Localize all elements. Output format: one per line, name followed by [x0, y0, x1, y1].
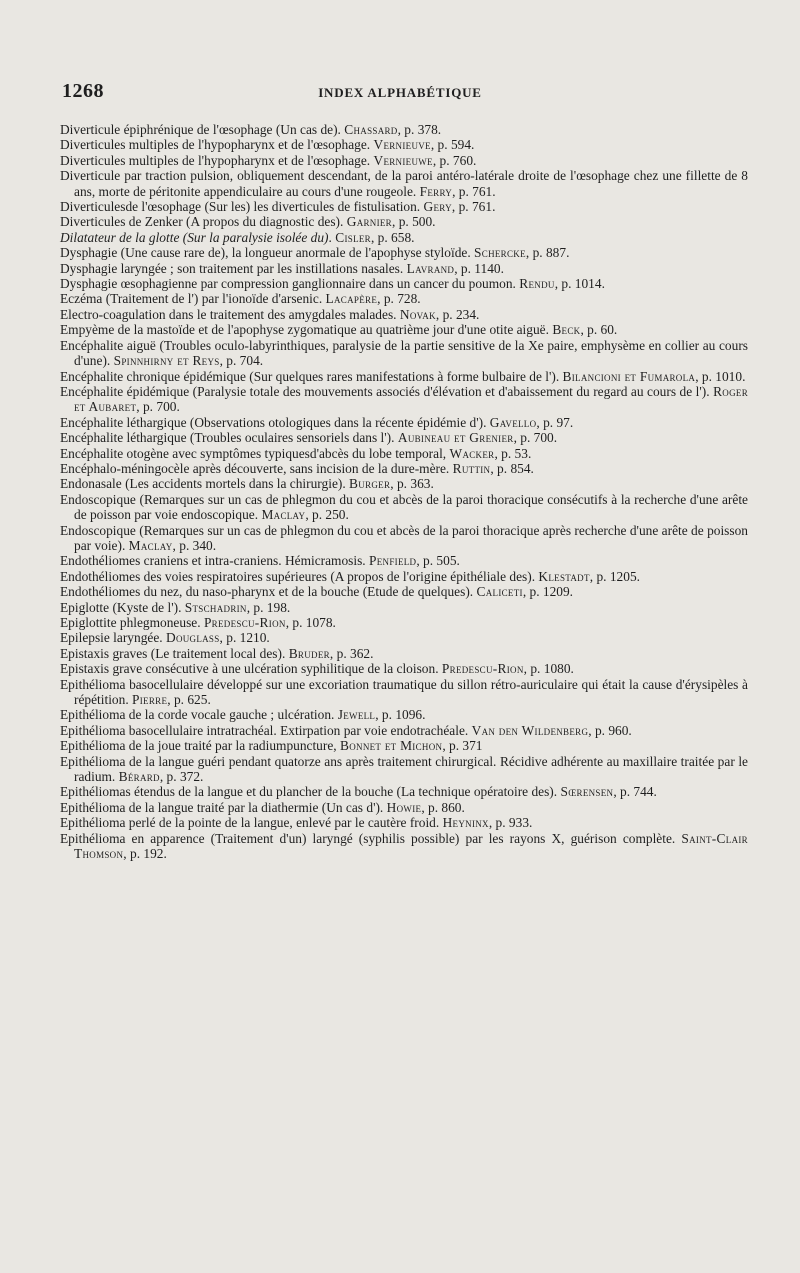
entry-author: Bonnet et Michon: [339, 738, 443, 754]
entry-author: Chassard: [344, 122, 398, 137]
entry-page-ref: , p. 625.: [167, 692, 211, 708]
entry-author: Ferry: [419, 183, 453, 199]
entry-author: Jewell: [337, 707, 376, 723]
entry-author: Sœrensen: [560, 784, 614, 800]
entry-author: Novak: [399, 306, 436, 322]
index-entry: [60, 415, 748, 430]
entry-text: Epithéliomas étendus de la langue et du plancher de la bouche (La technique opératoire des).: [60, 784, 561, 800]
entry-page-ref: , p. 198.: [246, 599, 291, 615]
index-entry: [60, 137, 748, 152]
index-entry: [60, 569, 748, 584]
entry-page-ref: , p. 933.: [488, 815, 533, 831]
entry-text: Diverticulesde l'œsophage (Sur les) les diverticules de fistulisation.: [60, 199, 424, 215]
entry-author: Ruttin: [452, 460, 491, 476]
index-entry: [60, 276, 748, 291]
index-entry: [60, 661, 748, 676]
entry-page-ref: , p. 658.: [370, 229, 415, 245]
entry-text: Encéphalite aiguë (Troubles oculo-labyrinthiques, paralysie de la partie sensitive de la Xe paire, emphysème en collier au cours d'une).: [60, 337, 748, 369]
entry-text: Empyème de la mastoïde et de l'apophyse zygomatique au quatrième jour d'une otite aiguë.: [60, 322, 553, 338]
entry-text: Endoscopique (Remarques sur un cas de phlegmon du cou et abcès de la paroi thoracique consécutifs à la recherche d'une arête de poisson par voie endoscopique.: [60, 491, 748, 523]
index-entries: [60, 122, 748, 862]
entry-page-ref: , p. 761.: [452, 183, 496, 199]
entry-page-ref: , p. 234.: [435, 306, 480, 322]
entry-text: Diverticules multiples de l'hypopharynx et de l'œsophage.: [60, 137, 374, 153]
index-entry: [60, 831, 748, 862]
entry-page-ref: , p. 704.: [219, 353, 264, 369]
index-entry: [60, 677, 748, 708]
index-entry: [60, 446, 748, 461]
entry-text: Epithélioma de la langue traité par la diathermie (Un cas d').: [60, 799, 387, 815]
entry-author: Burger: [349, 476, 391, 492]
entry-author: Douglass: [165, 630, 220, 646]
entry-text: Encéphalite léthargique (Troubles oculaires sensoriels dans l').: [60, 430, 398, 446]
entry-author: Wacker: [449, 445, 495, 461]
entry-page-ref: , p. 372.: [159, 769, 204, 785]
entry-author: Heyninx: [442, 815, 489, 831]
entry-text: Endonasale (Les accidents mortels dans la chirurgie).: [60, 476, 350, 492]
entry-page-ref: , p. 1096.: [375, 707, 426, 723]
index-entry: [60, 615, 748, 630]
entry-page-ref: , p. 340.: [172, 537, 217, 553]
index-entry: [60, 784, 748, 799]
entry-text: Eczéma (Traitement de l') par l'ionoïde d'arsenic.: [60, 291, 326, 307]
entry-author: Predescu-Rion: [203, 615, 286, 630]
entry-author: Maclay: [261, 507, 306, 523]
entry-page-ref: , p. 860.: [421, 799, 465, 815]
page-number: 1268: [62, 80, 104, 102]
entry-author: Howie: [386, 799, 422, 815]
index-entry: [60, 800, 748, 815]
entry-page-ref: , p. 1080.: [523, 661, 574, 677]
entry-text: Dysphagie œsophagienne par compression ganglionnaire dans un cancer du poumon.: [60, 276, 520, 292]
entry-page-ref: , p. 854.: [490, 460, 534, 476]
entry-page-ref: , p. 1140.: [454, 260, 504, 276]
entry-text: Epithélioma basocellulaire développé sur une excoriation traumatique du sillon rétro-auriculaire qui était la cause d'érysipèles à répétition.: [60, 676, 748, 708]
running-title: INDEX ALPHABÉTIQUE: [318, 85, 482, 100]
index-entry: [60, 168, 748, 199]
entry-author: Garnier: [346, 214, 392, 230]
entry-author: Schercke: [474, 245, 526, 261]
entry-page-ref: , p. 700.: [513, 430, 558, 446]
entry-author: Bérard: [118, 769, 160, 785]
entry-page-ref: , p. 761.: [451, 199, 496, 215]
entry-title-italic: Dilatateur de la glotte (Sur la paralysie isolée du): [60, 229, 329, 245]
entry-page-ref: , p. 1205.: [589, 568, 640, 584]
entry-author: Lavrand: [406, 260, 455, 276]
entry-author: Maclay: [128, 537, 173, 553]
index-entry: [60, 384, 748, 415]
index-entry: [60, 122, 748, 137]
entry-page-ref: , p. 192.: [123, 846, 167, 862]
entry-text: Encéphalite épidémique (Paralysie totale des mouvements associés d'élévation et d'abaissement du regard au cours de l').: [60, 383, 714, 399]
entry-page-ref: , p. 371: [442, 738, 483, 754]
entry-author: Stschadrin: [184, 599, 247, 615]
entry-page-ref: , p. 97.: [536, 414, 574, 430]
page-header: [0, 80, 800, 114]
index-entry: [60, 723, 748, 738]
entry-page-ref: , p. 1010.: [695, 368, 746, 384]
entry-text: Epithélioma basocellulaire intratrachéal. Extirpation par voie endotrachéale.: [60, 722, 472, 738]
entry-page-ref: , p. 505.: [416, 553, 460, 569]
entry-author: Rendu: [519, 276, 555, 292]
index-entry: [60, 153, 748, 168]
index-entry: [60, 646, 748, 661]
entry-page-ref: , p. 594.: [430, 137, 475, 153]
index-entry: [60, 214, 748, 229]
index-entry: [60, 261, 748, 276]
entry-page-ref: , p. 1078.: [285, 615, 336, 630]
entry-text: Epiglotte (Kyste de l').: [60, 599, 185, 615]
entry-page-ref: , p. 700.: [136, 399, 180, 415]
entry-author: Bilancioni et Fumarola: [562, 368, 696, 384]
index-entry: [60, 338, 748, 369]
index-entry: [60, 815, 748, 830]
entry-page-ref: , p. 1209.: [522, 584, 574, 600]
index-entry: [60, 738, 748, 753]
index-entry: [60, 584, 748, 599]
entry-author: Van den Wildenberg: [471, 722, 589, 738]
entry-text: Epistaxis grave consécutive à une ulcération syphilitique de la cloison.: [60, 661, 442, 677]
entry-text: Diverticule par traction pulsion, obliquement descendant, de la paroi antéro-latérale droite de l'œsophage chez une fillette de 8 ans, morte de péritonite appendiculaire au cours d'une rougeole.: [60, 168, 748, 199]
entry-page-ref: , p. 500.: [392, 214, 436, 230]
entry-author: Beck: [552, 322, 581, 338]
entry-author: Cisler: [335, 229, 371, 245]
entry-author: Vernieuwe: [373, 152, 433, 168]
entry-text: Dysphagie (Une cause rare de), la longueur anormale de l'apophyse styloïde.: [60, 245, 475, 261]
entry-text: Diverticules multiples de l'hypopharynx et de l'œsophage.: [60, 152, 374, 168]
entry-author: Saint-Clair Thomson: [74, 830, 748, 862]
entry-text: Diverticule épiphrénique de l'œsophage (Un cas de).: [60, 122, 345, 137]
entry-text: .: [328, 229, 336, 245]
entry-text: Dysphagie laryngée ; son traitement par les instillations nasales.: [60, 260, 407, 276]
index-entry: [60, 430, 748, 445]
entry-text: Endothéliomes craniens et intra-craniens. Hémicramosis.: [60, 553, 369, 569]
entry-page-ref: , p. 362.: [329, 645, 374, 661]
entry-author: Gery: [423, 199, 452, 215]
entry-page-ref: , p. 744.: [613, 784, 657, 800]
entry-page-ref: , p. 378.: [397, 122, 442, 137]
index-entry: [60, 523, 748, 554]
entry-text: Endoscopique (Remarques sur un cas de phlegmon du cou et abcès de la paroi thoracique après recherche d'une arête de poisson par voie).: [60, 522, 748, 553]
index-entry: [60, 307, 748, 322]
entry-text: Endothéliomes des voies respiratoires supérieures (A propos de l'origine épithéliale des).: [60, 568, 539, 584]
entry-author: Caliceti: [476, 584, 523, 600]
entry-page-ref: , p. 1014.: [554, 276, 605, 292]
index-entry: [60, 476, 748, 491]
index-entry: [60, 369, 748, 384]
index-entry: [60, 707, 748, 722]
index-entry: [60, 754, 748, 785]
entry-page-ref: , p. 53.: [494, 445, 532, 461]
entry-page-ref: , p. 760.: [432, 152, 477, 168]
entry-page-ref: , p. 363.: [390, 476, 434, 492]
entry-author: Aubineau et Grenier: [397, 430, 514, 446]
entry-text: Epiglottite phlegmoneuse.: [60, 615, 204, 630]
entry-page-ref: , p. 60.: [580, 322, 618, 338]
entry-page-ref: , p. 250.: [305, 507, 349, 523]
index-entry: [60, 600, 748, 615]
entry-page-ref: , p. 1210.: [219, 630, 270, 646]
entry-author: Penfield: [369, 553, 417, 569]
entry-text: Encéphalite léthargique (Observations otologiques dans la récente épidémie d').: [60, 414, 490, 430]
entry-author: Predescu-Rion: [441, 661, 524, 677]
entry-text: Epithélioma de la joue traité par la radiumpuncture,: [60, 738, 340, 754]
entry-author: Gavello: [489, 414, 537, 430]
entry-author: Spinnhirny et Reys: [113, 353, 220, 369]
index-entry: [60, 199, 748, 214]
entry-text: Epistaxis graves (Le traitement local des).: [60, 645, 289, 661]
entry-text: Epithélioma de la corde vocale gauche ; ulcération.: [60, 707, 338, 723]
index-entry: [60, 245, 748, 260]
entry-text: Encéphalite otogène avec symptômes typiquesd'abcès du lobe temporal,: [60, 445, 450, 461]
entry-author: Klestadt: [538, 568, 590, 584]
index-entry: [60, 630, 748, 645]
entry-page-ref: , p. 960.: [588, 722, 632, 738]
entry-text: Encéphalo-méningocèle après découverte, sans incision de la dure-mère.: [60, 460, 453, 476]
entry-text: Epithélioma perlé de la pointe de la langue, enlevé par le cautère froid.: [60, 815, 443, 831]
entry-text: Encéphalite chronique épidémique (Sur quelques rares manifestations à forme bulbaire de l').: [60, 368, 563, 384]
index-entry: [60, 553, 748, 568]
entry-page-ref: , p. 728.: [377, 291, 421, 307]
entry-text: Electro-coagulation dans le traitement des amygdales malades.: [60, 306, 400, 322]
entry-text: Epilepsie laryngée.: [60, 630, 166, 646]
index-entry: [60, 230, 748, 245]
entry-author: Bruder: [288, 645, 330, 661]
entry-author: Vernieuve: [373, 137, 431, 153]
entry-text: Diverticules de Zenker (A propos du diagnostic des).: [60, 214, 347, 230]
entry-page-ref: , p. 887.: [525, 245, 570, 261]
index-entry: [60, 461, 748, 476]
entry-text: Epithélioma de la langue guéri pendant quatorze ans après traitement chirurgical. Récidive adhérente au maxillaire traitée par le radium.: [60, 753, 748, 785]
entry-text: Endothéliomes du nez, du naso-pharynx et de la bouche (Etude de quelques).: [60, 584, 477, 600]
index-entry: [60, 291, 748, 306]
index-entry: [60, 322, 748, 337]
entry-author: Lacapère: [325, 291, 378, 307]
entry-author: Pierre: [132, 692, 168, 708]
index-entry: [60, 492, 748, 523]
entry-text: Epithélioma en apparence (Traitement d'un) laryngé (syphilis possible) par les rayons X, guérison complète.: [60, 830, 682, 846]
entry-author: Roger et Aubaret: [74, 383, 748, 415]
